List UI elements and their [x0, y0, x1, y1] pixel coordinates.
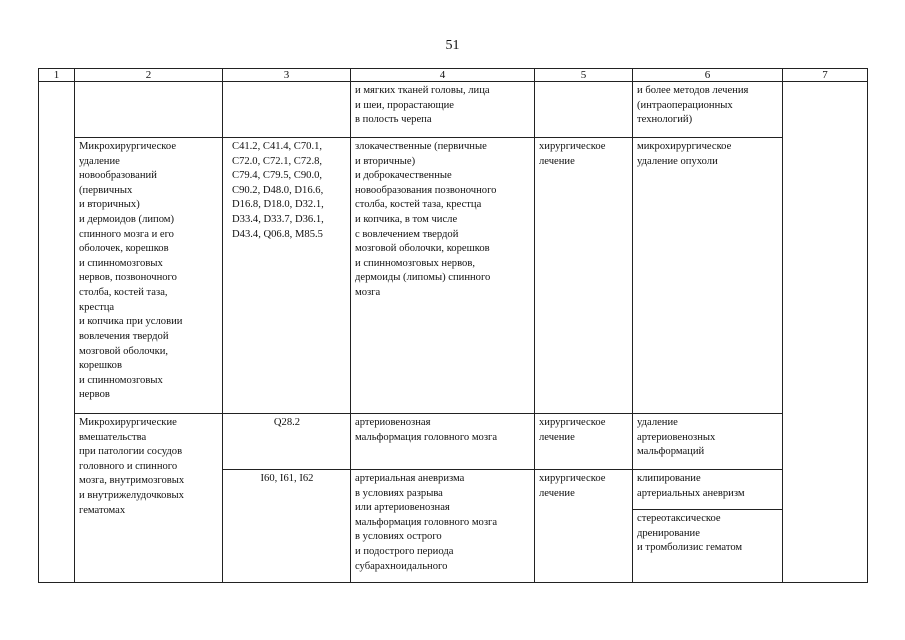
column-number-7: 7	[783, 69, 868, 82]
diagnosis-codes-cell: C41.2, C41.4, C70.1, C72.0, C72.1, C72.8, C79.4, C79.5, C90.0, C90.2, D48.0, D16.6, D16.8, D18.0, D32.1, D33.4, D33.7, D36.1, D43.4, Q06.8, M85.5	[223, 138, 351, 414]
diagnosis-codes-cell: Q28.2	[223, 414, 351, 470]
column-number-3: 3	[223, 69, 351, 82]
treatment-type-cell: хирургическое лечение	[535, 470, 633, 583]
treatment-method-cell: микрохирургическое удаление опухоли	[633, 138, 783, 414]
column-number-2: 2	[75, 69, 223, 82]
column-number-5: 5	[535, 69, 633, 82]
table-row	[39, 82, 868, 138]
procedure-name-cell: Микрохирургические вмешательства при патологии сосудов головного и спинного мозга, внутримозговых и внутрижелудочковых гематомах	[75, 414, 223, 583]
column-number-header-row	[39, 69, 868, 82]
table-row	[39, 414, 868, 470]
column-number-6: 6	[633, 69, 783, 82]
treatment-type-cell	[535, 82, 633, 138]
diagnosis-codes-cell	[223, 82, 351, 138]
condition-cell: злокачественные (первичные и вторичные) и доброкачественные новообразования позвоночного столба, костей таза, крестца и копчика, в том числе с вовлечением твердой мозговой оболочки, корешков и спинномозговых нервов, дермоиды (липомы) спинного мозга	[351, 138, 535, 414]
treatment-method-cell: и более методов лечения (интраоперационных технологий)	[633, 82, 783, 138]
cost-cell	[783, 82, 868, 583]
column-number-1: 1	[39, 69, 75, 82]
page-number: 51	[445, 38, 460, 53]
diagnosis-codes-cell: I60, I61, I62	[223, 470, 351, 583]
condition-cell: и мягких тканей головы, лица и шеи, прорастающие в полость черепа	[351, 82, 535, 138]
treatment-method-cell: клипирование артериальных аневризм	[633, 470, 783, 510]
row-number-cell	[39, 82, 75, 583]
treatment-type-cell: хирургическое лечение	[535, 414, 633, 470]
condition-cell: артериовенозная мальформация головного мозга	[351, 414, 535, 470]
treatment-type-cell: хирургическое лечение	[535, 138, 633, 414]
procedure-name-cell	[75, 82, 223, 138]
table-row	[39, 138, 868, 414]
condition-cell: артериальная аневризма в условиях разрыва или артериовенозная мальформация головного мозга в условиях острого и подострого периода субарахноидального	[351, 470, 535, 583]
treatment-method-cell: стереотаксическое дренирование и тромболизис гематом	[633, 510, 783, 583]
procedure-name-cell: Микрохирургическое удаление новообразований (первичных и вторичных) и дермоидов (липом) спинного мозга и его оболочек, корешков и спинномозговых нервов, позвоночного столба, костей таза, крестца и копчика при условии вовлечения твердой мозговой оболочки, корешков и спинномозговых нервов	[75, 138, 223, 414]
column-number-4: 4	[351, 69, 535, 82]
treatment-method-cell: удаление артериовенозных мальформаций	[633, 414, 783, 470]
medical-procedures-table	[38, 68, 868, 583]
